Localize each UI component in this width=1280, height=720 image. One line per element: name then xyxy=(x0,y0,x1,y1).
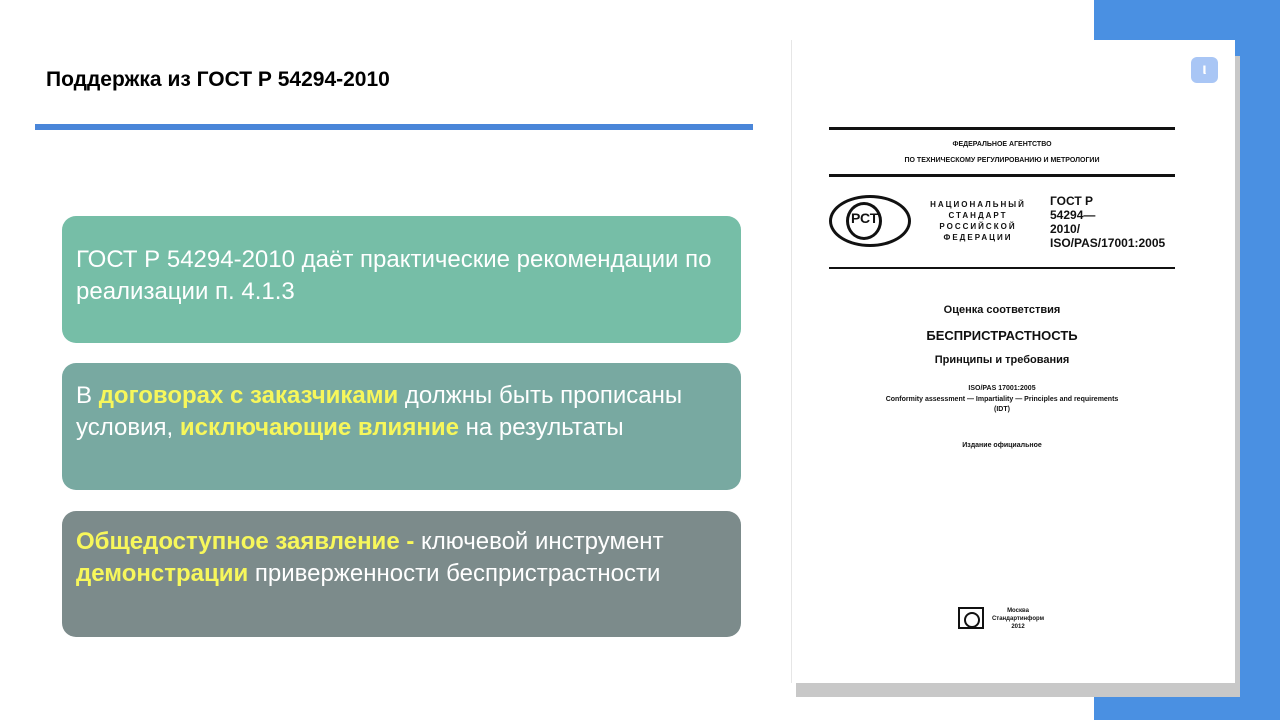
highlighted-text: демонстрации xyxy=(76,560,249,587)
info-card-3 xyxy=(62,511,741,637)
doc-idt: (IDT) xyxy=(994,406,1010,413)
card-text: В xyxy=(76,382,99,409)
agency-line-1: ФЕДЕРАЛЬНОЕ АГЕНТСТВО xyxy=(952,141,1052,148)
doc-main-title: БЕСПРИСТРАСТНОСТЬ xyxy=(926,328,1078,343)
tool-icon[interactable]: ι xyxy=(1191,57,1218,83)
doc-rule-middle xyxy=(829,174,1175,177)
highlighted-text: Общедоступное заявление - xyxy=(76,528,421,555)
doc-iso-ref: ISO/PAS 17001:2005 xyxy=(968,385,1036,392)
info-card-1 xyxy=(62,216,741,343)
slide-title: Поддержка из ГОСТ Р 54294-2010 xyxy=(46,68,390,91)
highlighted-text: договорах с заказчиками xyxy=(98,382,399,409)
card-text: ключевой инструмент xyxy=(421,528,664,555)
publisher-logo-icon xyxy=(958,607,984,629)
gost-code: ГОСТ Р 54294— 2010/ ISO/PAS/17001:2005 xyxy=(1050,194,1166,250)
doc-rule-top xyxy=(829,127,1175,130)
rst-emblem xyxy=(829,195,911,247)
doc-topic: Оценка соответствия xyxy=(943,304,1061,316)
doc-rule-lower xyxy=(829,267,1175,269)
agency-line-2: ПО ТЕХНИЧЕСКОМУ РЕГУЛИРОВАНИЮ И МЕТРОЛОГИИ xyxy=(904,157,1100,164)
highlighted-text: исключающие влияние xyxy=(179,414,459,441)
card-text: приверженности беспристрастности xyxy=(248,560,661,587)
card-text: на результаты xyxy=(458,414,624,441)
emblem-text: РСТ xyxy=(851,210,879,226)
gost-document-cover xyxy=(791,40,1235,683)
doc-english-title: Conformity assessment — Impartiality — Principles and requirements xyxy=(885,396,1119,403)
card-text: ГОСТ Р 54294-2010 даёт практические рекомендации по реализации п. 4.1.3 xyxy=(76,246,712,305)
doc-subtitle: Принципы и требования xyxy=(934,354,1070,366)
title-underline xyxy=(35,124,753,130)
national-standard-label: НАЦИОНАЛЬНЫЙ СТАНДАРТ РОССИЙСКОЙ ФЕДЕРАЦИИ xyxy=(930,200,1026,242)
card-text: должны быть прописаны условия, xyxy=(76,382,683,441)
doc-edition: Издание официальное xyxy=(962,442,1042,449)
info-card-2 xyxy=(62,363,741,490)
publisher-imprint: Москва Стандартинформ 2012 xyxy=(991,608,1045,630)
